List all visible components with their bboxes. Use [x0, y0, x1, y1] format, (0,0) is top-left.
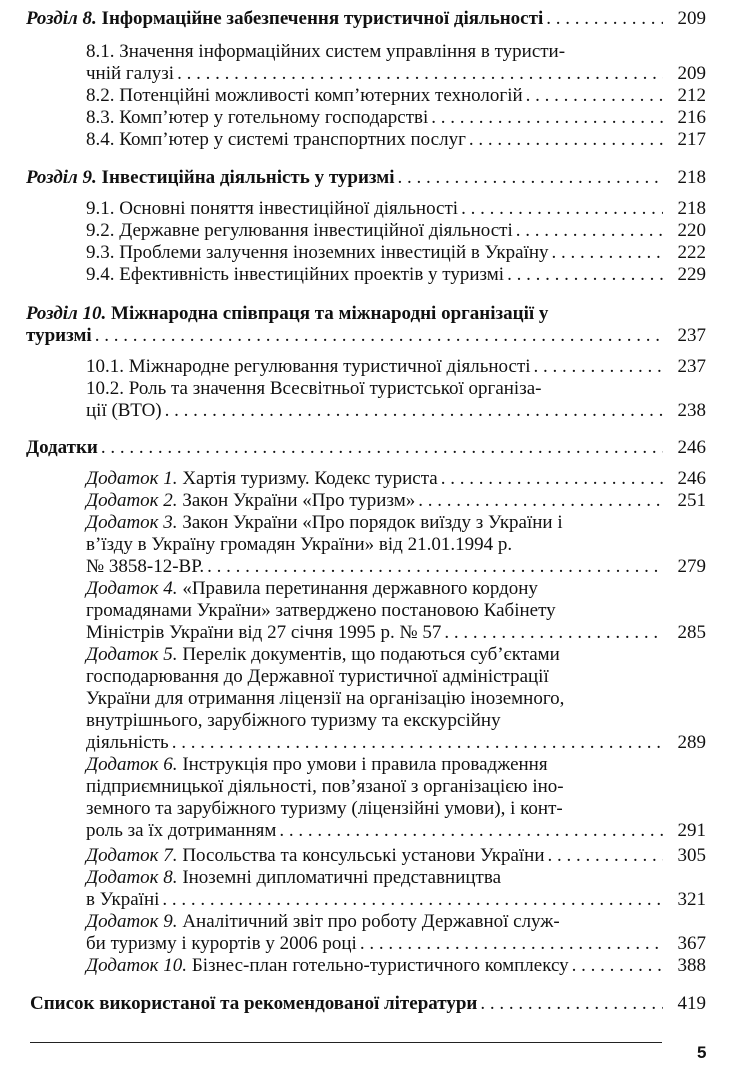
item-text: Бізнес-план готельно-туристичного комплексу: [191, 955, 569, 976]
page-ref: 246: [677, 468, 706, 489]
appendix-label: Додаток 4.: [86, 578, 178, 599]
item-text: Посольства та консульські установи України: [182, 845, 545, 866]
footer-rule: [30, 1042, 662, 1043]
item-text: Аналітичний звіт про роботу Державної служ-: [182, 911, 560, 932]
section-title-continued: туризмі: [26, 325, 92, 346]
item-text: земного та зарубіжного туризму (ліцензійні умови), і конт-: [86, 798, 563, 819]
toc-appendix-4[interactable]: [86, 578, 706, 644]
page-ref: 218: [677, 167, 706, 188]
page-ref: 279: [677, 556, 706, 577]
leader-dots: [546, 8, 663, 30]
item-text: Інструкція про умови і правила провадження: [182, 754, 548, 775]
page-ref: 289: [677, 732, 706, 753]
leader-dots: [207, 556, 663, 578]
toc-appendix-9[interactable]: [86, 911, 706, 955]
toc-item-8-3[interactable]: [86, 107, 706, 129]
item-text: би туризму і курортів у 2006 році: [86, 933, 357, 954]
item-text: в’їзду в Україну громадян України» від 21.01.1994 р.: [86, 534, 513, 555]
item-text: 8.4. Комп’ютер у системі транспортних послуг: [86, 129, 466, 150]
leader-dots: [534, 356, 663, 378]
leader-dots: [552, 242, 663, 264]
toc-appendix-8[interactable]: [86, 867, 706, 911]
section-title: Додатки: [26, 437, 98, 458]
toc-appendix-3[interactable]: [86, 512, 706, 578]
page-ref: 217: [677, 129, 706, 150]
toc-bibliography[interactable]: [30, 993, 706, 1015]
page-ref: 305: [677, 845, 706, 866]
page-ref: 209: [677, 8, 706, 29]
item-text: чній галузі: [86, 63, 175, 84]
appendix-label: Додаток 5.: [86, 644, 178, 665]
toc-section-10[interactable]: [26, 303, 706, 347]
item-text: 9.1. Основні поняття інвестиційної діяльності: [86, 198, 459, 219]
item-text: 9.3. Проблеми залучення іноземних інвестицій в Україну: [86, 242, 549, 263]
item-text: 9.2. Державне регулювання інвестиційної діяльності: [86, 220, 513, 241]
item-text: ції (ВТО): [86, 400, 162, 421]
item-text: № 3858-12-ВР.: [86, 556, 205, 577]
leader-dots: [516, 220, 663, 242]
item-text: Іноземні дипломатичні представництва: [182, 867, 501, 888]
item-text: 8.3. Комп’ютер у готельному господарстві: [86, 107, 429, 128]
leader-dots: [177, 63, 663, 85]
toc-item-9-2[interactable]: [86, 220, 706, 242]
item-text: підприємницької діяльності, пов’язаної з організацією іно-: [86, 776, 564, 797]
toc-item-9-1[interactable]: [86, 198, 706, 220]
page-ref: 222: [677, 242, 706, 263]
item-text: Закон України «Про порядок виїзду з України і: [182, 512, 563, 533]
toc-item-10-2[interactable]: [86, 378, 706, 422]
toc-item-10-1[interactable]: [86, 356, 706, 378]
appendix-label: Додаток 1.: [86, 468, 178, 489]
item-text: Міністрів України від 27 січня 1995 р. № 57: [86, 622, 442, 643]
toc-item-8-1[interactable]: [86, 41, 706, 85]
item-text: в Україні: [86, 889, 160, 910]
leader-dots: [507, 264, 663, 286]
page-ref: 209: [677, 63, 706, 84]
leader-dots: [95, 325, 663, 347]
page-ref: 237: [677, 356, 706, 377]
item-text: діяльність: [86, 732, 169, 753]
leader-dots: [441, 468, 663, 490]
page-ref: 220: [677, 220, 706, 241]
leader-dots: [480, 993, 663, 1015]
leader-dots: [279, 820, 663, 842]
leader-dots: [162, 889, 663, 911]
leader-dots: [461, 198, 663, 220]
leader-dots: [444, 622, 663, 644]
toc-appendix-1[interactable]: [86, 468, 706, 490]
appendix-label: Додаток 2.: [86, 490, 178, 511]
leader-dots: [101, 437, 663, 459]
item-text: 8.1. Значення інформаційних систем управління в туристи-: [86, 41, 566, 62]
page-ref: 388: [677, 955, 706, 976]
item-text: «Правила перетинання державного кордону: [182, 578, 538, 599]
page-ref: 251: [677, 490, 706, 511]
toc-appendix-6[interactable]: [86, 754, 706, 842]
section-title: Інформаційне забезпечення туристичної діяльності: [101, 8, 544, 29]
page-ref: 229: [677, 264, 706, 285]
item-text: внутрішнього, зарубіжного туризму та екскурсійну: [86, 710, 501, 731]
appendix-label: Додаток 6.: [86, 754, 178, 775]
toc-section-9[interactable]: [26, 167, 706, 189]
item-text: Закон України «Про туризм»: [182, 490, 416, 511]
appendix-label: Додаток 10.: [86, 955, 188, 976]
section-label: Розділ 10.: [26, 303, 107, 324]
page-ref: 321: [677, 889, 706, 910]
leader-dots: [469, 129, 663, 151]
item-text: 9.4. Ефективність інвестиційних проектів у туризмі: [86, 264, 505, 285]
toc-section-8[interactable]: [26, 8, 706, 30]
toc-appendices[interactable]: [26, 437, 706, 459]
page-ref: 367: [677, 933, 706, 954]
item-text: 8.2. Потенційні можливості комп’ютерних технологій: [86, 85, 523, 106]
appendix-label: Додаток 3.: [86, 512, 178, 533]
item-text: роль за їх дотриманням: [86, 820, 277, 841]
page-ref: 218: [677, 198, 706, 219]
leader-dots: [572, 955, 663, 977]
page-ref: 237: [677, 325, 706, 346]
leader-dots: [418, 490, 663, 512]
page-ref: 212: [677, 85, 706, 106]
item-text: 10.1. Міжнародне регулювання туристичної діяльності: [86, 356, 531, 377]
leader-dots: [360, 933, 663, 955]
appendix-label: Додаток 7.: [86, 845, 178, 866]
toc-appendix-5[interactable]: [86, 644, 706, 754]
page-ref: 246: [677, 437, 706, 458]
item-text: Перелік документів, що подаються суб’єктами: [182, 644, 560, 665]
toc-item-8-4[interactable]: [86, 129, 706, 151]
toc-item-8-2[interactable]: [86, 85, 706, 107]
leader-dots: [398, 167, 664, 189]
page-ref: 419: [677, 993, 706, 1014]
section-title: Інвестиційна діяльність у туризмі: [101, 167, 395, 188]
page-ref: 216: [677, 107, 706, 128]
page-ref: 238: [677, 400, 706, 421]
item-text: Хартія туризму. Кодекс туриста: [182, 468, 438, 489]
page-ref: 291: [677, 820, 706, 841]
item-text: України для отримання ліцензії на організацію іноземного,: [86, 688, 565, 709]
leader-dots: [526, 85, 663, 107]
page-ref: 285: [677, 622, 706, 643]
toc-item-9-3[interactable]: [86, 242, 706, 264]
section-label: Розділ 9.: [26, 167, 97, 188]
toc-appendix-2[interactable]: [86, 490, 706, 512]
appendix-label: Додаток 9.: [86, 911, 178, 932]
section-title: Міжнародна співпраця та міжнародні організації у: [111, 303, 549, 324]
section-title: Список використаної та рекомендованої літератури: [30, 993, 478, 1014]
leader-dots: [431, 107, 663, 129]
page-number: 5: [697, 1043, 707, 1062]
toc-item-9-4[interactable]: [86, 264, 706, 286]
section-label: Розділ 8.: [26, 8, 97, 29]
item-text: господарювання до Державної туристичної адміністрації: [86, 666, 549, 687]
leader-dots: [165, 400, 663, 422]
toc-appendix-7[interactable]: [86, 845, 706, 867]
leader-dots: [548, 845, 664, 867]
appendix-label: Додаток 8.: [86, 867, 178, 888]
item-text: громадянами України» затверджено постановою Кабінету: [86, 600, 556, 621]
toc-appendix-10[interactable]: [86, 955, 706, 977]
item-text: 10.2. Роль та значення Всесвітньої туристської організа-: [86, 378, 542, 399]
leader-dots: [172, 732, 663, 754]
